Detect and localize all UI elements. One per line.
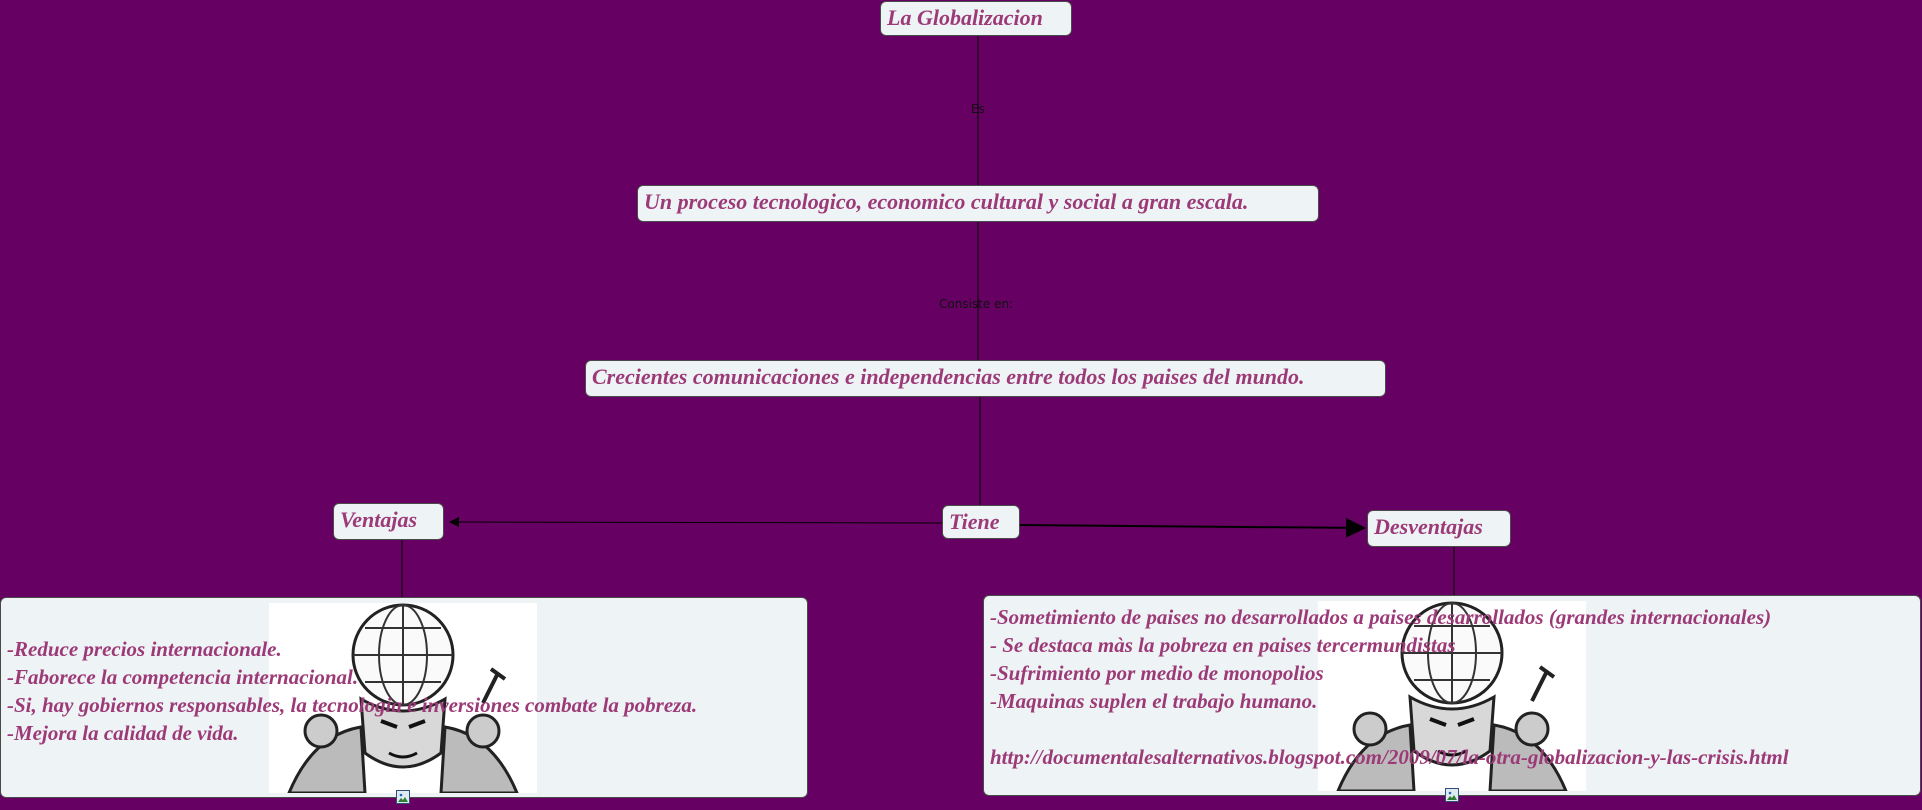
desventajas-bullet-list	[990, 603, 1789, 771]
node-comunicaciones[interactable]: Crecientes comunicaciones e independencias entre todos los paises del mundo.	[585, 360, 1386, 397]
node-ventajas[interactable]: Ventajas	[333, 503, 444, 540]
image-icon-glyph	[397, 792, 409, 804]
link-label-consiste-en: Consiste en:	[939, 297, 1014, 311]
image-attachment-icon[interactable]	[1445, 788, 1459, 802]
ventajas-item-1: -Reduce precios internacionale.	[7, 637, 282, 661]
image-attachment-icon[interactable]	[396, 790, 410, 804]
node-proceso[interactable]: Un proceso tecnologico, economico cultural y social a gran escala.	[637, 185, 1319, 222]
desventajas-item-2: - Se destaca màs la pobreza en paises tercermundistas	[990, 633, 1456, 657]
link-label-es: Es	[971, 102, 985, 116]
node-tiene[interactable]: Tiene	[942, 505, 1020, 539]
node-la-globalizacion[interactable]: La Globalizacion	[880, 1, 1072, 36]
link-tiene-to-desventajas	[1020, 525, 1364, 528]
ventajas-item-4: -Mejora la calidad de vida.	[7, 721, 239, 745]
desventajas-source-link[interactable]: http://documentalesalternativos.blogspot.com/2009/07/la-otra-globalizacion-y-las-crisis.html	[990, 745, 1789, 769]
desventajas-item-4: -Maquinas suplen el trabajo humano.	[990, 689, 1318, 713]
image-icon-glyph	[1446, 790, 1458, 802]
desventajas-item-1: -Sometimiento de paises no desarrollados a paises desarrollados (grandes internacionales)	[990, 605, 1772, 629]
node-desventajas-list[interactable]	[983, 595, 1921, 796]
ventajas-bullet-list	[7, 635, 697, 747]
node-desventajas[interactable]: Desventajas	[1367, 510, 1511, 547]
link-tiene-to-ventajas	[450, 522, 942, 523]
ventajas-item-3: -Si, hay gobiernos responsables, la tecnologia e inversiones combate la pobreza.	[7, 693, 698, 717]
node-ventajas-list[interactable]	[0, 597, 808, 798]
desventajas-item-blank	[990, 715, 1789, 743]
ventajas-item-2: -Faborece la competencia internacional.	[7, 665, 359, 689]
desventajas-item-3: -Sufrimiento por medio de monopolios	[990, 661, 1324, 685]
